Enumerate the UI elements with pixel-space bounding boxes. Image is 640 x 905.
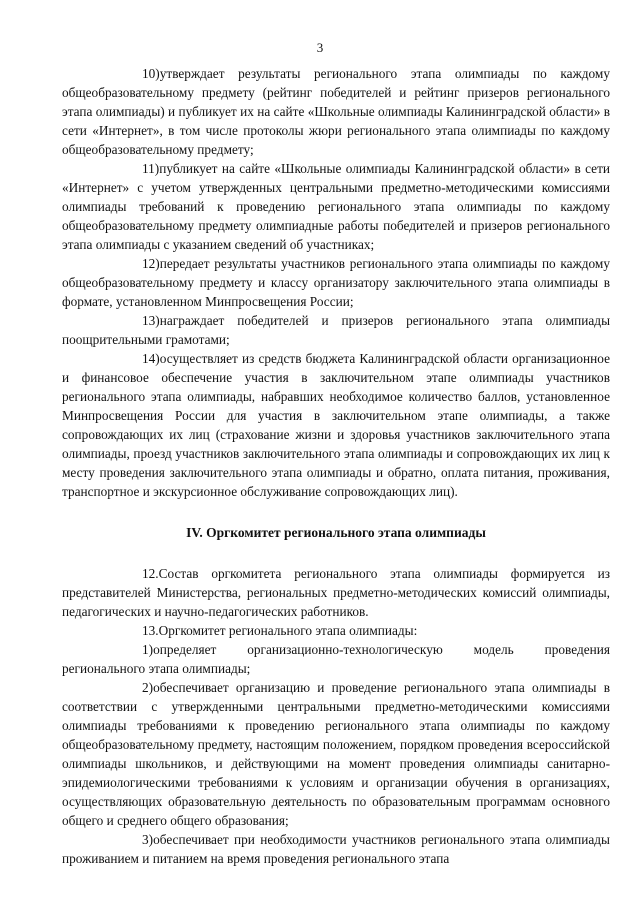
paragraph-text: публикует на сайте «Школьные олимпиады Калининградской области» в сети «Интернет» с учетом утвержденных центральными предметно-методическими комиссиями олимпиады требований к проведению регионального этапа олимпиады по каждому общеобразовательному предмету олимпиадные работы победителей и призеров регионального этапа олимпиады с указанием сведений об участниках; bbox=[62, 161, 610, 252]
paragraph bbox=[62, 830, 610, 868]
paragraph bbox=[62, 621, 610, 640]
paragraph-text: утверждает результаты регионального этапа олимпиады по каждому общеобразовательному предмету (рейтинг победителей и рейтинг призеров регионального этапа олимпиады) и публикует их на сайте «Школьные олимпиады Калининградской области» в сети «Интернет», в том числе протоколы жюри регионального этапа олимпиады по каждому общеобразовательному предмету; bbox=[62, 66, 610, 157]
paragraph-text: обеспечивает при необходимости участников регионального этапа олимпиады проживанием и питанием на время проведения регионального этапа bbox=[62, 832, 610, 866]
paragraph bbox=[62, 64, 610, 159]
paragraph-number: 11) bbox=[142, 161, 160, 176]
paragraph-number: 2) bbox=[142, 680, 154, 695]
paragraph-number: 1) bbox=[142, 642, 154, 657]
paragraph-text: осуществляет из средств бюджета Калининградской области организационное и финансовое обеспечение участия в заключительном этапе олимпиады участников регионального этапа олимпиады, набравших необходимое количество баллов, установленное Минпросвещения России для участия в заключительном этапе олимпиады, а также сопровождающих их лиц (страхование жизни и здоровья участников заключительного этапа олимпиады, проезд участников заключительного этапа олимпиады и сопровождающих их лиц к месту проведения заключительного этапа олимпиады и обратно, оплата питания, проживания, транспортное и экскурсионное обслуживание сопровождающих лиц). bbox=[62, 351, 610, 499]
paragraph-number: 3) bbox=[142, 832, 154, 847]
document-body bbox=[62, 64, 610, 868]
paragraph-text: Оргкомитет регионального этапа олимпиады: bbox=[158, 623, 418, 638]
paragraph-number: 10) bbox=[142, 66, 160, 81]
paragraph bbox=[62, 678, 610, 830]
paragraph-text: обеспечивает организацию и проведение регионального этапа олимпиады в соответствии с утвержденными центральными предметно-методическими комиссиями олимпиады требованиями к проведению регионального этапа олимпиады по каждому общеобразовательному предмету, настоящим положением, порядком проведения всероссийской олимпиады школьников, и действующими на момент проведения олимпиады санитарно-эпидемиологическими требованиями к условиям и организации обучения в организациях, осуществляющих образовательную деятельность по образовательным программам основного общего и среднего общего образования; bbox=[62, 680, 610, 828]
paragraph bbox=[62, 311, 610, 349]
paragraph bbox=[62, 349, 610, 501]
paragraph-number: 13) bbox=[142, 313, 160, 328]
organizing-committee-section bbox=[62, 564, 610, 868]
functions-list-continued bbox=[62, 64, 610, 501]
paragraph bbox=[62, 159, 610, 254]
paragraph bbox=[62, 564, 610, 621]
paragraph-text: Состав оргкомитета регионального этапа олимпиады формируется из представителей Министерства, региональных предметно-методических комиссий олимпиады, педагогических и научно-педагогических работников. bbox=[62, 566, 610, 619]
paragraph-number: 13. bbox=[142, 623, 159, 638]
paragraph bbox=[62, 254, 610, 311]
section-heading: IV. Оргкомитет регионального этапа олимпиады bbox=[186, 525, 486, 540]
paragraph-text: передает результаты участников регионального этапа олимпиады по каждому общеобразовательному предмету и классу организатору заключительного этапа олимпиады в формате, установленном Минпросвещения России; bbox=[62, 256, 610, 309]
paragraph-number: 12) bbox=[142, 256, 160, 271]
paragraph-number: 14) bbox=[142, 351, 160, 366]
paragraph-text: награждает победителей и призеров регионального этапа олимпиады поощрительными грамотами; bbox=[62, 313, 610, 347]
page-number: 3 bbox=[316, 40, 324, 55]
paragraph-number: 12. bbox=[142, 566, 159, 581]
paragraph-text: определяет организационно-технологическую модель проведения регионального этапа олимпиады; bbox=[62, 642, 610, 676]
paragraph bbox=[62, 640, 610, 678]
